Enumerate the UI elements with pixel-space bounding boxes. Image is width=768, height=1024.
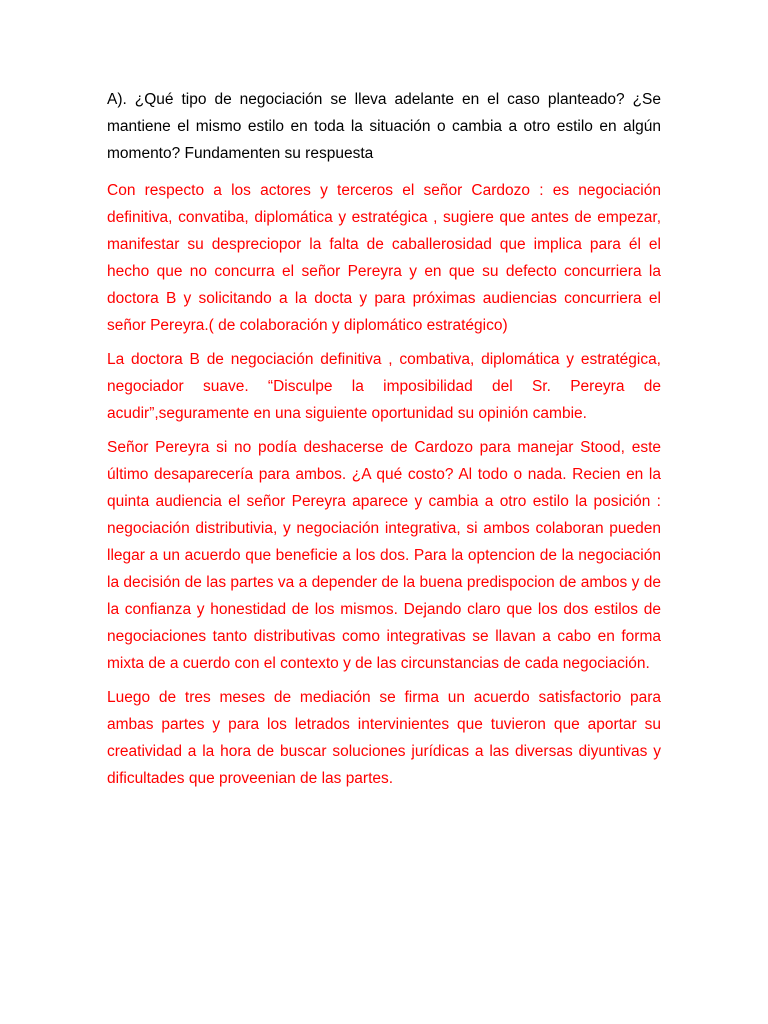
answer-paragraph-pereyra: Señor Pereyra si no podía deshacerse de Cardozo para manejar Stood, este último desaparecería para ambos. ¿A qué costo? Al todo o nada. Recien en la quinta audiencia el señor Pereyra aparece y cambia a otro estilo la posición : negociación distributivia, y negociación integrativa, si ambos colaboran pueden llegar a un acuerdo que beneficie a los dos. Para la optencion de la negociación la decisión de las partes va a depender de la buena predispocion de ambos y de la confianza y honestidad de los mismos. Dejando claro que los dos estilos de negociaciones tanto distributivas como integrativas se llavan a cabo en forma mixta de a cuerdo con el contexto y de las circunstancias de cada negociación. bbox=[107, 439, 661, 672]
answer-paragraph-mediacion: Luego de tres meses de mediación se firma un acuerdo satisfactorio para ambas partes y para los letrados intervinientes que tuvieron que aportar su creatividad a la hora de buscar soluciones jurídicas a las diversas diyuntivas y dificultades que proveenian de las partes. bbox=[107, 689, 661, 787]
document-page bbox=[107, 86, 661, 799]
answer-paragraph-cardozo: Con respecto a los actores y terceros el señor Cardozo : es negociación definitiva, convatiba, diplomática y estratégica , sugiere que antes de empezar, manifestar su despreciopor la falta de caballerosidad que implica para él el hecho que no concurra el señor Pereyra y en que su defecto concurriera la doctora B y solicitando a la docta y para próximas audiencias concurriera el señor Pereyra.( de colaboración y diplomático estratégico) bbox=[107, 182, 661, 334]
question-paragraph: A). ¿Qué tipo de negociación se lleva adelante en el caso planteado? ¿Se mantiene el mismo estilo en toda la situación o cambia a otro estilo en algún momento? Fundamenten su respuesta bbox=[107, 91, 661, 162]
answer-paragraph-doctora-b: La doctora B de negociación definitiva , combativa, diplomática y estratégica, negociador suave. “Disculpe la imposibilidad del Sr. Pereyra de acudir”,seguramente en una siguiente oportunidad su opinión cambie. bbox=[107, 351, 661, 422]
